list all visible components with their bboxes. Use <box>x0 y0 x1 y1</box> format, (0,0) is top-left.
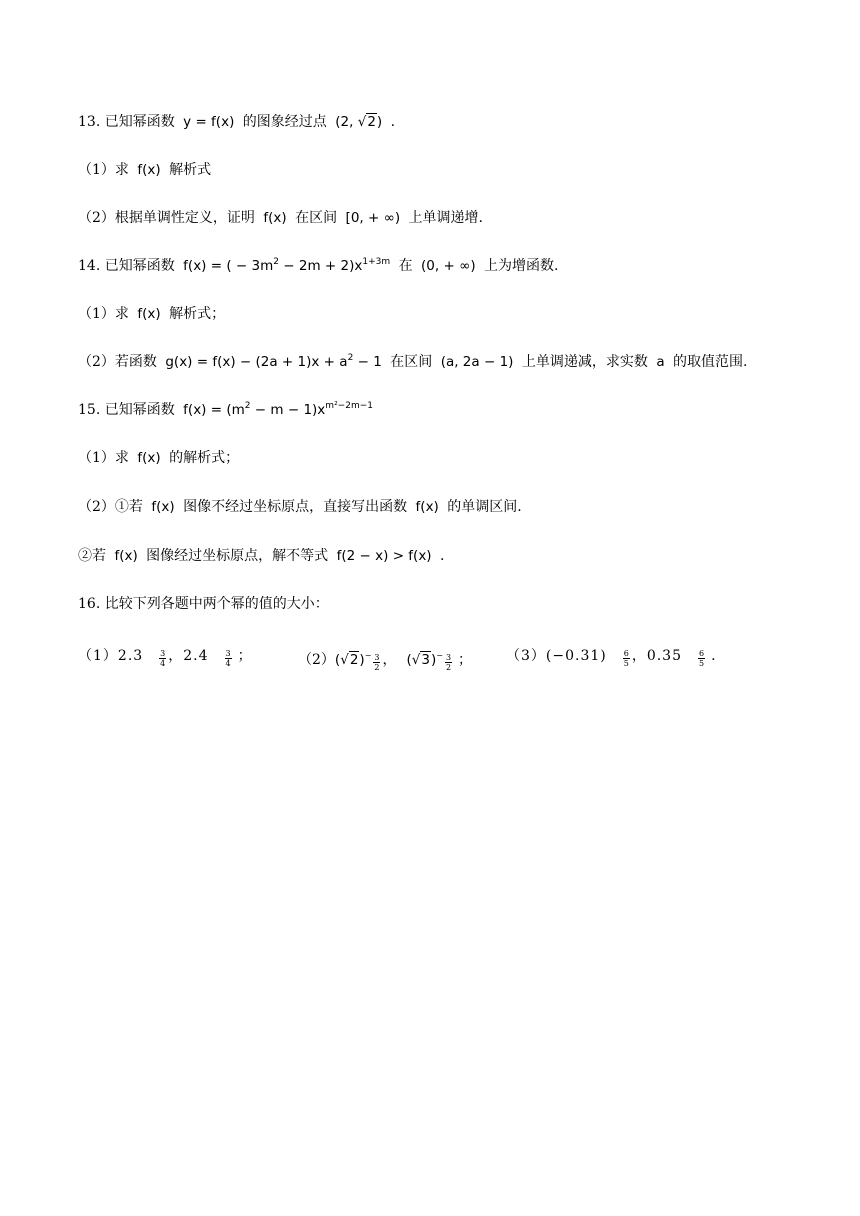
q13-function-expr: y = f(x) <box>183 114 235 130</box>
q16-part2-radicand2: 3 <box>421 652 430 668</box>
q13-part1-label: （1）求 <box>78 162 134 178</box>
q15-part2b-label: ②若 <box>78 548 111 564</box>
q16-part3-exp1-num: 6 <box>623 649 629 658</box>
q13-mid: 的图象经过点 <box>238 114 332 130</box>
q14-interval: (0, + ∞) <box>421 258 476 274</box>
q14-part2-label: （2）若函数 <box>78 354 162 370</box>
q15-part2-mid: 图像不经过坐标原点，直接写出函数 <box>178 499 412 515</box>
q16-part3-base1: （3）(−0.31) <box>506 648 607 664</box>
q13-sqrt: √2 <box>357 114 376 130</box>
q15-part2b <box>78 546 444 566</box>
q14-expr-square: 2 <box>273 257 279 267</box>
q14-expr-mid: − 2m + 2)x <box>278 258 363 274</box>
q16-part1 <box>78 646 252 668</box>
q15-part1-end: 的解析式； <box>164 450 240 466</box>
q16-part2-exp2-den: 2 <box>445 663 452 672</box>
q14-part2-expr-a: g(x) = f(x) − (2a + 1)x + a <box>165 354 348 370</box>
q13-intro: 13. 已知幂函数 <box>78 114 180 130</box>
q16-part2-base1: (√2) <box>334 652 365 668</box>
q16-part1-exp1 <box>159 649 166 668</box>
q16-part2-sep: ， <box>382 652 397 668</box>
q13-stem <box>78 112 395 132</box>
q14-part2 <box>78 352 748 372</box>
q15-part2-expr2: f(x) <box>415 499 439 515</box>
q16-part1-exp2-den: 4 <box>225 659 231 668</box>
q15-expr-b: − m − 1)x <box>250 402 326 418</box>
q15-part1-label: （1）求 <box>78 450 134 466</box>
q14-part2-mid: 在区间 <box>385 354 437 370</box>
q14-part2-interval: (a, 2a − 1) <box>440 354 514 370</box>
q16-part2-exp2 <box>445 653 452 672</box>
q16-part3-exp2 <box>698 649 705 668</box>
q14-part1-expr: f(x) <box>137 306 161 322</box>
q14-part1 <box>78 304 225 324</box>
q14-mid: 在 <box>394 258 418 274</box>
q15-part2b-mid: 图像经过坐标原点，解不等式 <box>141 548 333 564</box>
q15-part2-label: （2）①若 <box>78 499 148 515</box>
q16-part1-base2: ，2.4 <box>168 648 209 664</box>
q13-sqrt-radicand: 2 <box>367 114 376 130</box>
q13-part2 <box>78 208 483 228</box>
q16-part1-exp1-den: 4 <box>160 659 166 668</box>
q14-function-expr <box>179 258 394 274</box>
q13-point-close: ) <box>376 114 383 130</box>
q16-part1-exp1-num: 3 <box>160 649 166 658</box>
q14-expr-exponent: 1+3m <box>362 257 391 267</box>
q15-part2 <box>78 497 522 517</box>
q16-intro: 16. 比较下列各题中两个幂的值的大小： <box>78 596 329 612</box>
q13-part1-expr: f(x) <box>137 162 161 178</box>
q14-stem <box>78 256 559 276</box>
q16-part2-end: ； <box>458 652 473 668</box>
q15-stem <box>78 400 377 420</box>
q16-part2-exp2-sign: − <box>436 651 443 660</box>
q15-expr-square: 2 <box>244 401 251 411</box>
q13-part2-interval: [0, + ∞) <box>345 210 401 226</box>
q13-part1-end: 解析式 <box>164 162 212 178</box>
q14-expr-main: f(x) = ( − 3m <box>183 258 274 274</box>
q14-part2-expr <box>161 354 385 370</box>
q13-point-open: (2, <box>335 114 358 130</box>
q15-part2b-expr: f(x) <box>114 548 138 564</box>
q15-part2b-inequality: f(2 − x) > f(x) <box>336 548 432 564</box>
q15-part2-expr: f(x) <box>151 499 175 515</box>
q16-part3 <box>506 646 716 668</box>
q13-part1 <box>78 160 211 180</box>
q16-part2-exp1 <box>373 653 380 672</box>
q14-end: 上为增函数. <box>479 258 559 274</box>
q13-point <box>331 114 386 130</box>
q16-part2-radicand1: 2 <box>349 652 359 668</box>
q16-part3-base2: ，0.35 <box>631 648 682 664</box>
q15-expr-a: f(x) = (m <box>183 402 245 418</box>
q16-stem <box>78 594 329 614</box>
q16-part3-exp2-num: 6 <box>699 649 705 658</box>
q13-part2-mid: 在区间 <box>290 210 342 226</box>
q15-expr-exponent: m²−2m−1 <box>325 401 373 411</box>
q16-part2 <box>298 646 472 672</box>
q16-part1-exp2-num: 3 <box>225 649 231 658</box>
q15-part1 <box>78 448 239 468</box>
q14-part2-end: 的取值范围. <box>668 354 748 370</box>
q16-part3-end: . <box>711 648 716 664</box>
q14-part2-expr-square: 2 <box>347 353 354 363</box>
q16-part3-exp1-den: 5 <box>623 659 629 668</box>
q16-part2-exp1-den: 2 <box>374 663 380 672</box>
q14-part1-label: （1）求 <box>78 306 134 322</box>
q16-part1-exp2 <box>225 649 232 668</box>
q16-part3-exp2-den: 5 <box>699 659 705 668</box>
q13-part2-end: 上单调递增. <box>404 210 484 226</box>
q13-part2-label: （2）根据单调性定义，证明 <box>78 210 260 226</box>
q14-part2-expr-b: − 1 <box>353 354 382 370</box>
q15-intro: 15. 已知幂函数 <box>78 402 180 418</box>
q14-part1-end: 解析式； <box>164 306 226 322</box>
q15-part1-expr: f(x) <box>137 450 161 466</box>
q13-part2-expr: f(x) <box>263 210 287 226</box>
q14-part2-mid2: 上单调递减，求实数 <box>517 354 653 370</box>
q15-function-expr <box>179 402 377 418</box>
q16-part2-label: （2） <box>298 652 335 668</box>
q16-part1-end: ； <box>237 648 252 664</box>
q14-intro: 14. 已知幂函数 <box>78 258 180 274</box>
q14-part2-var: a <box>656 354 665 370</box>
q15-part2-end: 的单调区间. <box>442 499 522 515</box>
q13-end: . <box>386 114 396 130</box>
q16-part1-base1: （1）2.3 <box>78 648 144 664</box>
q16-parts <box>78 646 778 670</box>
q16-part3-exp1 <box>623 649 630 668</box>
q15-part2b-end: . <box>435 548 445 564</box>
q16-part2-exp1-num: 3 <box>374 653 380 662</box>
q16-part2-exp1-sign: − <box>364 651 372 660</box>
q16-part2-base2: (√3) <box>406 652 437 668</box>
q16-part2-exp2-num: 3 <box>445 653 452 662</box>
